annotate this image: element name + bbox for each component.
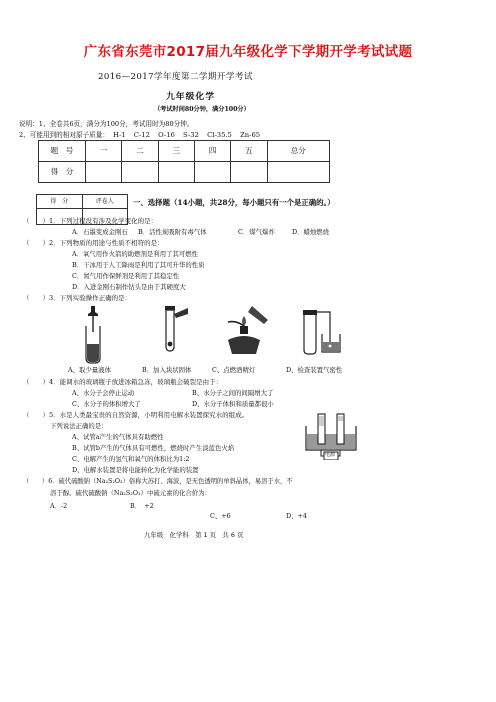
question-6-stem-line-2: 溶于醇。硫代硫酸钠（Na₂S₂O₃）中硫元素的化合价为：	[50, 489, 211, 497]
question-4-stem: （ ）4．能调水的玻璃瓶子放进冰箱急冻，玻璃瓶会破裂是由于：	[23, 378, 223, 386]
score-table-header-row	[39, 141, 330, 162]
score-cell-question-number: 题 号	[39, 141, 86, 162]
score-table-score-row	[39, 162, 330, 183]
exam-time-note: （考试时间80分钟，满分100分）	[154, 106, 250, 113]
question-1-stem: （ ）1．下列过程没有涉及化学变化的是：	[23, 217, 158, 225]
question-3-option-d: D、检查装置气密性	[286, 366, 343, 374]
score-blank-cell	[122, 162, 158, 183]
score-cell-part-4: 四	[194, 141, 230, 162]
question-2-option-a: A．氧气用作火箭的助燃剂是利用了其可燃性	[72, 250, 199, 258]
question-1-option-a: A．石墨变成金刚石	[72, 228, 128, 236]
atomic-mass-prefix: 2、可能用到的相对原子质量：	[19, 131, 109, 139]
instruction-line-1: 说明：1、全卷共6页，满分为100分，考试用时为80分钟。	[19, 120, 194, 128]
question-3-option-b: B．加入块状固体	[142, 366, 192, 374]
document-banner-title: 广东省东莞市2017届九年级化学下学期开学考试试题	[83, 44, 413, 60]
question-4-options-row-2	[72, 400, 274, 408]
question-4-option-a: A、水分子会停止运动	[72, 389, 135, 397]
atomic-mass-item: C-12	[133, 131, 150, 139]
question-4-options-row-1	[72, 389, 273, 397]
score-blank-cell	[267, 162, 329, 183]
score-cell-part-5: 五	[231, 141, 267, 162]
score-cell-part-1: 一	[86, 141, 122, 162]
score-blank-cell	[194, 162, 230, 183]
question-5-substem: 下列说法正确的是：	[50, 422, 108, 430]
question-4-option-d: D、水分子体积和质量都很小	[192, 400, 274, 408]
question-5-option-b: B、试管b产生的气体具有可燃性，燃烧时产生淡蓝色火焰	[72, 444, 235, 452]
airtightness-check-illustration	[298, 306, 342, 356]
question-5-option-a: A、试管a产生的气体具有助燃性	[72, 433, 164, 441]
grader-table-header-row	[37, 195, 128, 209]
question-6-options-row-1	[50, 502, 154, 510]
question-2-option-c: C．氮气用作保鲜剂是利用了其稳定性	[72, 272, 180, 280]
score-cell-part-3: 三	[158, 141, 194, 162]
score-blank-cell	[86, 162, 122, 183]
question-1-option-d: D．蜡烛燃烧	[292, 228, 330, 236]
question-6-option-d: D、+4	[286, 512, 307, 520]
question-3-options	[68, 366, 342, 374]
score-blank-cell	[231, 162, 267, 183]
adding-solid-illustration	[154, 306, 190, 352]
grader-score-label: 得 分	[37, 195, 83, 209]
atomic-mass-item: S-32	[183, 131, 199, 139]
question-3-option-a: A、取少量液体	[68, 366, 111, 374]
question-2-stem: （ ）2．下列物质的用途与性质不相符的是：	[23, 239, 164, 247]
question-5-stem: （ ）5．水是人类最宝贵的自然资源，小明利用电解水装置探究水的组成。	[23, 411, 249, 419]
question-2-option-d: D．入进金刚石制作钻头是由于其硬度大	[72, 283, 186, 291]
question-4-option-c: C、水分子的体积增大了	[72, 400, 141, 408]
score-cell-total: 总分	[267, 141, 329, 162]
question-5-option-c: C、电解产生的氢气和氧气的体积比为1:2	[72, 455, 190, 463]
atomic-mass-list	[113, 131, 266, 139]
scanned-exam-page	[16, 66, 362, 539]
subject-title: 九年级化学	[166, 92, 215, 102]
dropper-test-tube-illustration	[80, 306, 106, 364]
score-cell-part-2: 二	[122, 141, 158, 162]
power-supply-label: 电源	[325, 452, 336, 458]
question-2-option-b: B．干冰用于人工降雨是利用了其可升华的性质	[72, 261, 205, 269]
question-6-option-b: B． +2	[130, 502, 154, 510]
instruction-line-2	[19, 131, 266, 139]
grader-name-label: 评卷人	[82, 195, 128, 209]
question-1-option-c: C．煤气爆炸	[238, 228, 275, 236]
question-3-stem: （ ）3．下列实验操作正确的是：	[23, 294, 132, 302]
question-1-options	[72, 228, 329, 236]
question-4-option-b: B、水分子之间的间隔增大了	[192, 389, 274, 397]
section-1-heading: 一、选择题（14小题，共28分，每小题只有一个是正确的。）	[133, 198, 335, 207]
score-blank-cell	[158, 162, 194, 183]
lighting-alcohol-lamp-illustration	[218, 304, 270, 356]
question-6-option-a: A．-2	[50, 502, 68, 510]
school-year-line: 2016—2017学年度第二学期开学考试	[98, 72, 253, 82]
question-6-option-c: C、+6	[210, 512, 231, 520]
score-row-label: 得 分	[39, 162, 86, 183]
atomic-mass-item: H-1	[113, 131, 126, 139]
atomic-mass-item: O-16	[158, 131, 175, 139]
atomic-mass-item: Cl-35.5	[207, 131, 232, 139]
question-5-option-d: D、电解水装置是将电能转化为化学能的装置	[72, 466, 199, 474]
score-table	[38, 140, 330, 183]
question-3-option-c: C、点燃酒精灯	[212, 366, 256, 374]
question-6-stem: （ ）6．硫代硫酸钠（Na₂S₂O₃）俗称大苏打、海波，是无色透明的单斜晶体，易溶于水，不	[23, 478, 293, 485]
atomic-mass-item: Zn-65	[240, 131, 261, 139]
question-1-option-b: B．活性炭吸附有毒气体	[138, 228, 207, 236]
electrolysis-apparatus-illustration	[302, 412, 360, 460]
question-6-options-row-2	[210, 512, 307, 520]
page-footer: 九年级 化学科 第 1 页 共 6 页	[144, 531, 244, 539]
